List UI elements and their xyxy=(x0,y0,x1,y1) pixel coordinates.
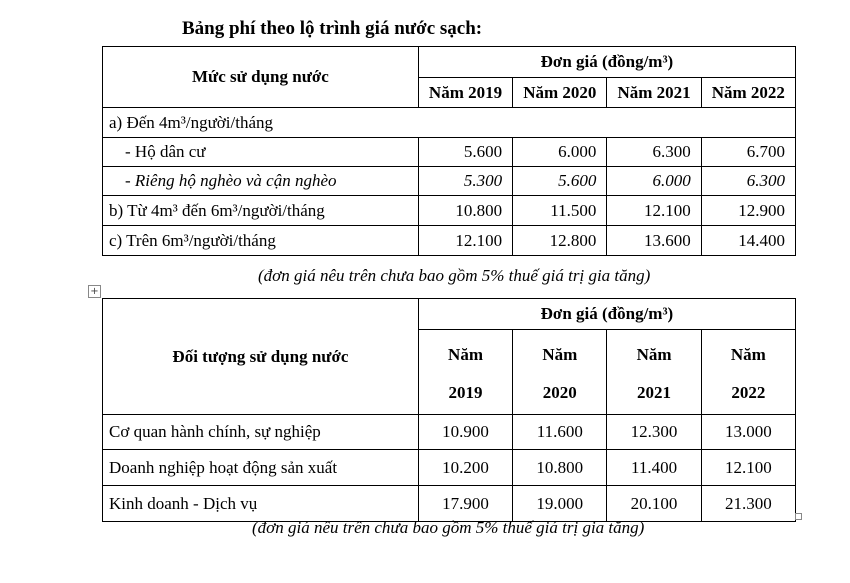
table1-vat-note: (đơn giá nêu trên chưa bao gồm 5% thuế giá trị gia tăng) xyxy=(258,266,651,285)
price-cell: 20.100 xyxy=(607,486,701,522)
table1-year-header: Năm 2021 xyxy=(607,78,701,108)
table-move-handle-icon[interactable]: + xyxy=(88,285,101,298)
price-cell: 12.100 xyxy=(418,226,512,256)
row-label: Cơ quan hành chính, sự nghiệp xyxy=(103,415,419,450)
price-cell: 10.800 xyxy=(513,450,607,486)
year-word: Năm xyxy=(636,345,672,364)
price-cell: 10.900 xyxy=(418,415,512,450)
table-resize-handle[interactable] xyxy=(795,513,802,520)
year-number: 2021 xyxy=(637,383,672,402)
price-cell: 12.100 xyxy=(607,196,701,226)
table2-year-header xyxy=(701,330,795,415)
row-label: - Riêng hộ nghèo và cận nghèo xyxy=(103,167,419,196)
year-word: Năm xyxy=(730,345,766,364)
price-cell: 12.900 xyxy=(701,196,795,226)
price-cell: 11.500 xyxy=(513,196,607,226)
price-cell: 6.000 xyxy=(607,167,701,196)
clipped-text-fragment xyxy=(150,0,164,2)
table2-year-header xyxy=(607,330,701,415)
price-cell: 14.400 xyxy=(701,226,795,256)
price-cell: 12.300 xyxy=(607,415,701,450)
table2-vat-note: (đơn giá nêu trên chưa bao gồm 5% thuế giá trị gia tăng) xyxy=(252,518,645,537)
price-cell: 17.900 xyxy=(418,486,512,522)
price-cell: 11.600 xyxy=(513,415,607,450)
customer-type-price-table xyxy=(102,298,796,522)
price-cell: 10.200 xyxy=(418,450,512,486)
table1-year-header: Năm 2022 xyxy=(701,78,795,108)
table1-group-a-label: a) Đến 4m³/người/tháng xyxy=(103,108,796,138)
price-cell: 13.600 xyxy=(607,226,701,256)
price-cell: 5.300 xyxy=(418,167,512,196)
table1-year-header: Năm 2019 xyxy=(418,78,512,108)
price-cell: 19.000 xyxy=(513,486,607,522)
table-row xyxy=(103,138,796,167)
table2-row-header: Đối tượng sử dụng nước xyxy=(103,299,419,415)
price-cell: 21.300 xyxy=(701,486,795,522)
table-row xyxy=(103,167,796,196)
table2-year-header xyxy=(418,330,512,415)
row-label: c) Trên 6m³/người/tháng xyxy=(103,226,419,256)
table1-price-header: Đơn giá (đồng/m³) xyxy=(418,47,795,78)
table-row xyxy=(103,450,796,486)
table2-price-header: Đơn giá (đồng/m³) xyxy=(418,299,795,330)
price-cell: 6.700 xyxy=(701,138,795,167)
year-word: Năm xyxy=(448,345,483,364)
page-title: Bảng phí theo lộ trình giá nước sạch: xyxy=(182,18,483,39)
year-word: Năm xyxy=(542,345,578,364)
table-row xyxy=(103,196,796,226)
price-cell: 10.800 xyxy=(418,196,512,226)
price-cell: 12.800 xyxy=(513,226,607,256)
year-number: 2020 xyxy=(542,383,577,402)
water-usage-price-table xyxy=(102,46,796,256)
price-cell: 6.300 xyxy=(701,167,795,196)
row-label: b) Từ 4m³ đến 6m³/người/tháng xyxy=(103,196,419,226)
table-row xyxy=(103,226,796,256)
price-cell: 12.100 xyxy=(701,450,795,486)
row-label: - Hộ dân cư xyxy=(103,138,419,167)
row-label: Doanh nghiệp hoạt động sản xuất xyxy=(103,450,419,486)
price-cell: 13.000 xyxy=(701,415,795,450)
price-cell: 5.600 xyxy=(418,138,512,167)
price-cell: 6.000 xyxy=(513,138,607,167)
price-cell: 11.400 xyxy=(607,450,701,486)
table2-year-header xyxy=(513,330,607,415)
table1-year-header: Năm 2020 xyxy=(513,78,607,108)
table-row xyxy=(103,486,796,522)
year-number: 2019 xyxy=(448,383,483,402)
table-row xyxy=(103,415,796,450)
price-cell: 6.300 xyxy=(607,138,701,167)
year-number: 2022 xyxy=(731,383,766,402)
table1-row-header: Mức sử dụng nước xyxy=(103,47,419,108)
price-cell: 5.600 xyxy=(513,167,607,196)
row-label: Kinh doanh - Dịch vụ xyxy=(103,486,419,522)
